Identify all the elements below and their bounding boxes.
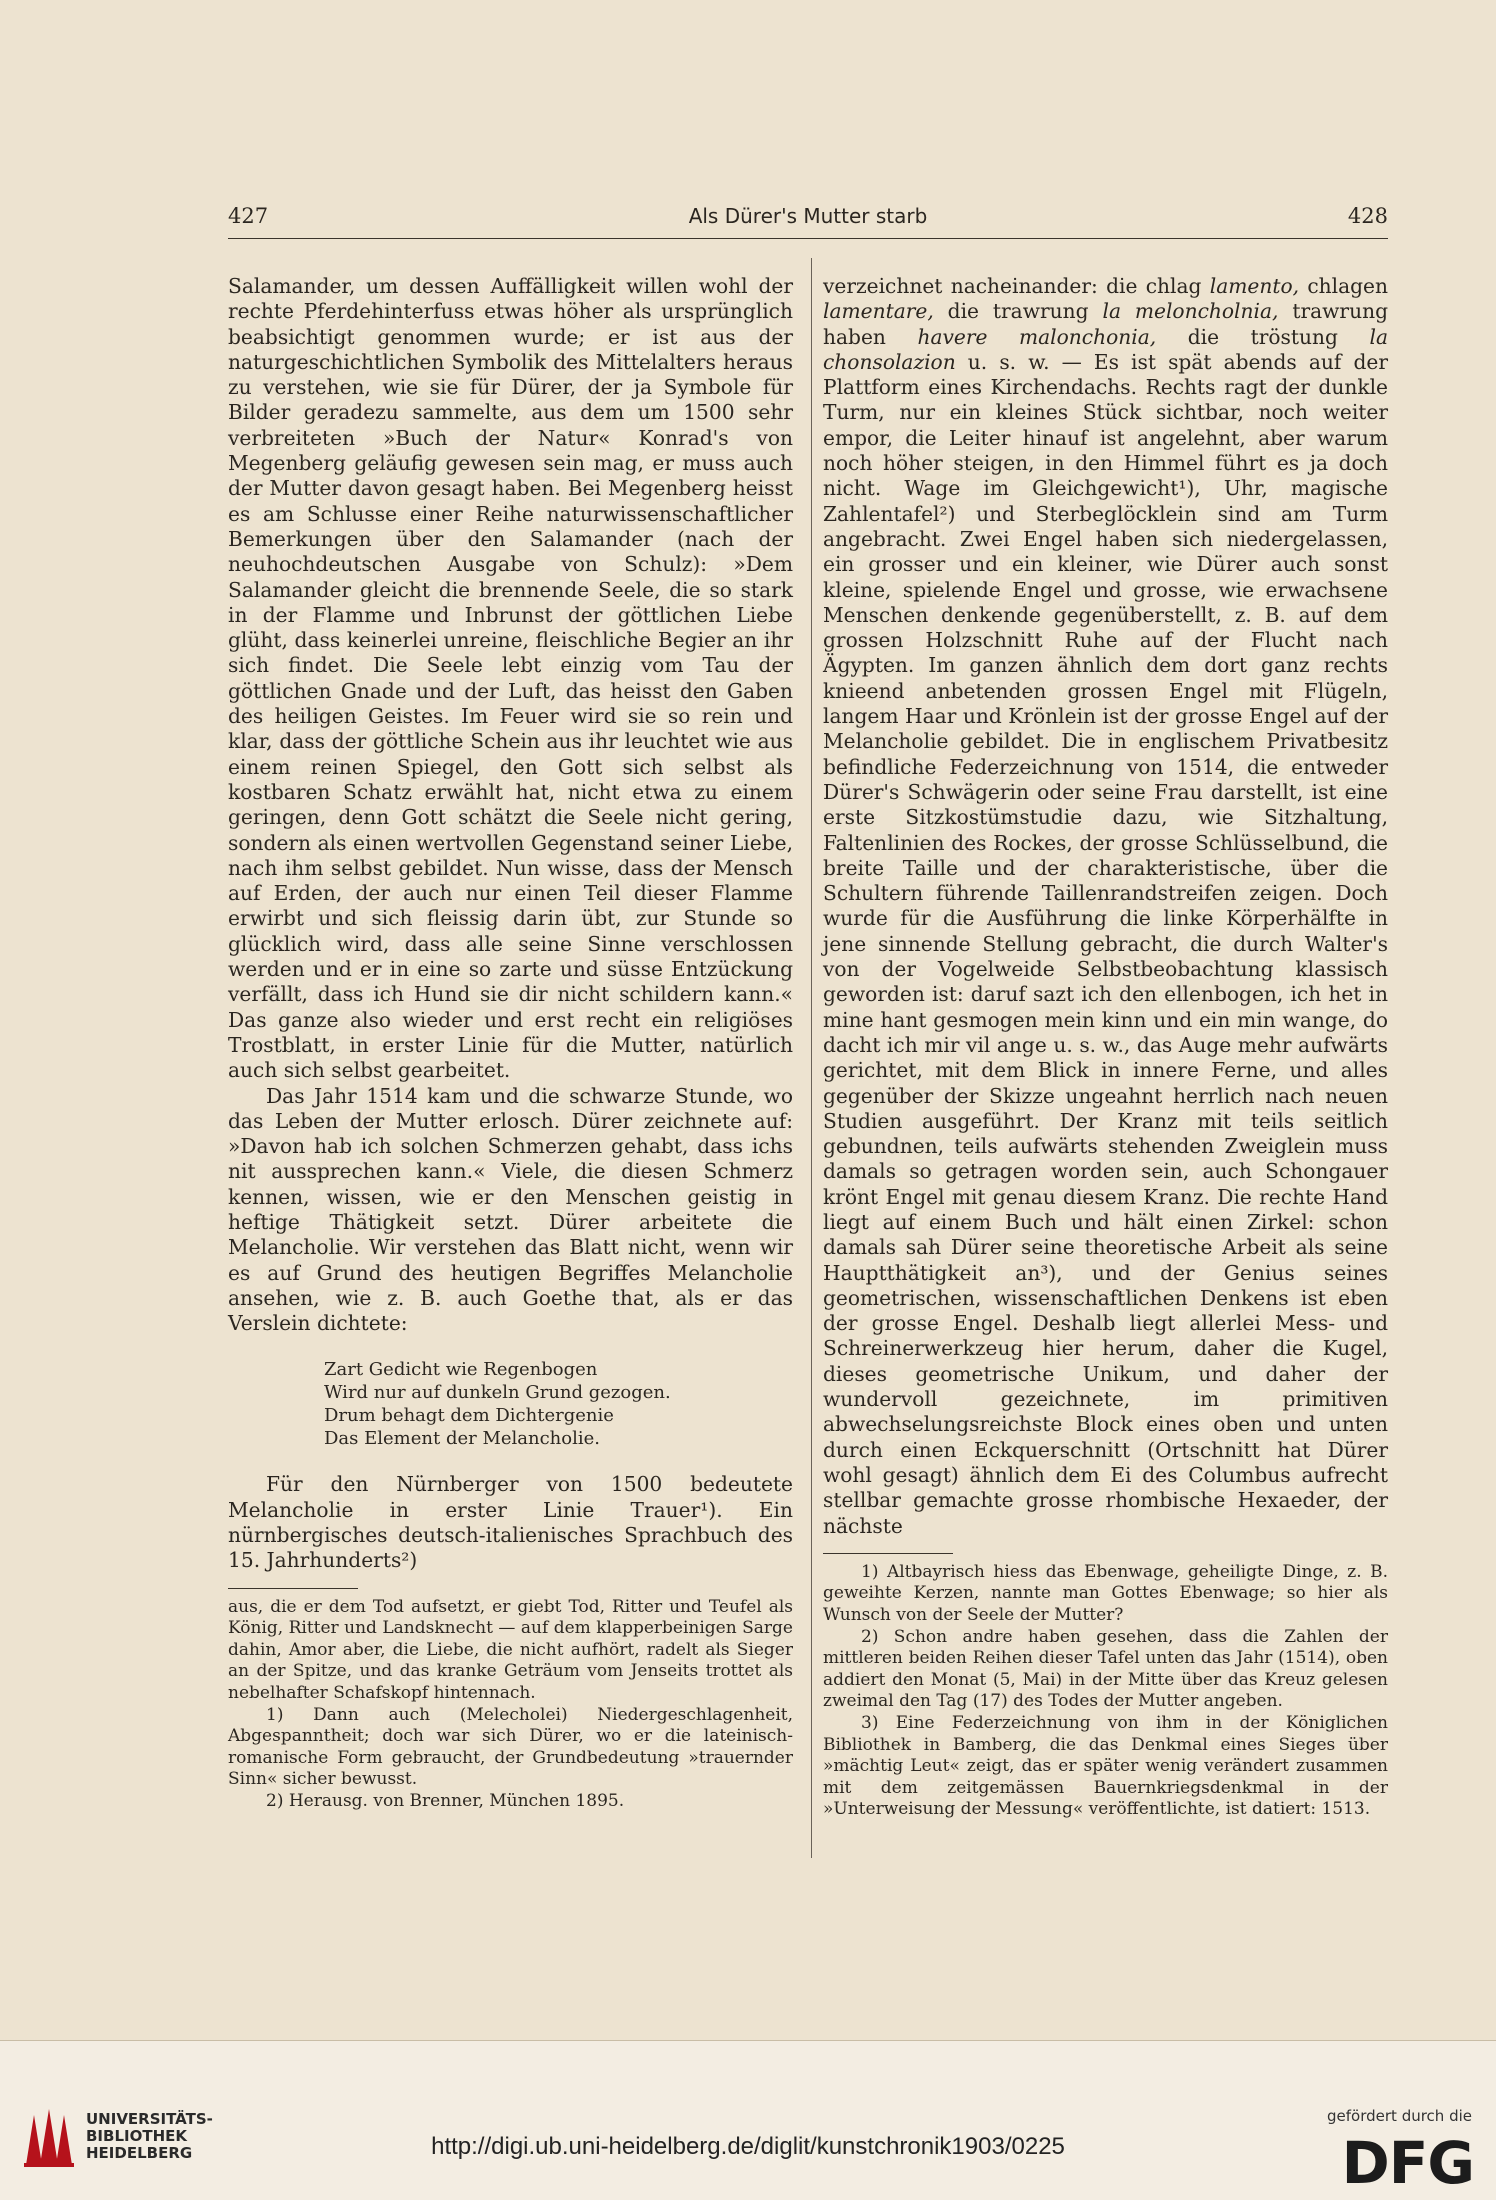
footnote-2: 2) Herausg. von Brenner, München 1895. <box>266 1791 625 1811</box>
funded-by-label: gefördert durch die <box>1327 2107 1472 2125</box>
left-paragraph-2: Das Jahr 1514 kam und die schwarze Stunde, wo das Leben der Mutter erlosch. Dürer zeichnete auf: »Davon hab ich solchen Schmerzen gehabt, dass ichs nit aussprechen kann.« Viele, die diesen Schmerz kennen, wissen, wie er den Menschen geistig in heftige Thätigkeit setzt. Dürer arbeitete die Melancholie. Wir verstehen das Blatt nicht, wenn wir es auf Grund des heutigen Begriffes Melancholie ansehen, wie z. B. auch Goethe that, als er das Verslein dichtete: <box>228 1083 793 1336</box>
library-name-line: HEIDELBERG <box>86 2144 193 2162</box>
right-paragraph-1 <box>823 274 1388 1539</box>
page-number-left: 427 <box>228 204 269 228</box>
library-name-line: BIBLIOTHEK <box>86 2127 187 2145</box>
footnote-rule <box>228 1588 358 1589</box>
dfg-logo: DFG <box>1341 2129 1474 2197</box>
footnote-continuation: aus, die er dem Tod aufsetzt, er giebt Tod, Ritter und Teufel als König, Ritter und Landsknecht — auf dem klapperbeinigen Sarge dahin, Amor aber, die Liebe, die nicht aufhört, radelt als Sieger an der Spitze, und das kranke Geträum vom Jenseits trottet als nebelhafter Schafskopf hintennach. <box>228 1596 793 1704</box>
italic-term: lamentare, <box>823 299 934 324</box>
poem-line: Das Element der Melancholie. <box>324 1428 601 1450</box>
poem-line: Zart Gedicht wie Regenbogen <box>324 1359 598 1381</box>
text-run: die tröstung <box>1156 324 1370 349</box>
footnote-rule <box>823 1553 953 1554</box>
italic-term: lamento, <box>1209 274 1300 298</box>
text-run: trawrung haben <box>823 299 1388 349</box>
right-footnotes <box>823 1562 1388 1821</box>
poem-line: Wird nur auf dunkeln Grund gezogen. <box>324 1382 671 1404</box>
left-footnotes <box>228 1597 793 1813</box>
right-column <box>823 274 1388 1821</box>
text-run: chlagen <box>1299 274 1388 298</box>
source-url-link[interactable]: http://digi.ub.uni-heidelberg.de/diglit/kunstchronik1903/0225 <box>431 2133 1065 2160</box>
footnote-2: 2) Schon andre haben gesehen, dass die Zahlen der mittleren beiden Reihen dieser Tafel unten das Jahr (1514), oben addiert den Monat (5, Mai) in der Mitte über das Kreuz gelesen zweimal den Tag (17) des Todes der Mutter angeben. <box>823 1626 1388 1712</box>
header-rule <box>228 238 1388 239</box>
footnote-3: 3) Eine Federzeichnung von ihm in der Königlichen Bibliothek in Bamberg, die das Denkmal eines Sieges über »mächtig Leut« zeigt, das er später wenig verändert zusammen mit dem zeitgemässen Bauernkriegsdenkmal in der »Unterweisung der Messung« veröffentlichte, ist datiert: 1513. <box>823 1713 1388 1820</box>
left-paragraph-1: Salamander, um dessen Auffälligkeit willen wohl der rechte Pferdehinterfuss etwas höher als ursprünglich beabsichtigt genommen wurde; er ist aus der naturgeschichtlichen Symbolik des Mittelalters heraus zu verstehen, wie sie für Dürer, der ja Symbole für Bilder geradezu sammelte, aus dem um 1500 sehr verbreiteten »Buch der Natur« Konrad's von Megenberg geläufig gewesen sein mag, er muss auch der Mutter davon gesagt haben. Bei Megenberg heisst es am Schlusse einer Reihe naturwissenschaftlicher Bemerkungen über den Salamander (nach der neuhochdeutschen Ausgabe von Schulz): »Dem Salamander gleicht die brennende Seele, die so stark in der Flamme und Inbrunst der göttlichen Liebe glüht, dass keinerlei unreine, fleischliche Begier an ihr sich findet. Die Seele lebt einzig vom Tau der göttlichen Gnade und der Luft, das heisst den Gaben des heiligen Geistes. Im Feuer wird sie so rein und klar, dass der göttliche Schein aus ihr leuchtet wie aus einem reinen Spiegel, den Gott sich selbst als kostbaren Schatz erwählt hat, nicht etwa zu einem geringen, denn Gott schätzt die Seele nicht gering, sondern als einen wertvollen Gegenstand seiner Liebe, nach ihm selbst gebildet. Nun wisse, dass der Mensch auf Erden, der auch nur einen Teil dieser Flamme erwirbt und sich fleissig darin übt, zur Stunde so glücklich wird, dass alle seine Sinne verschlossen werden und er in eine so zarte und süsse Entzückung verfällt, dass ich Hund sie dir nicht schildern kann.« Das ganze also wieder und erst recht ein religiöses Trostblatt, in erster Linie für die Mutter, natürlich auch sich selbst gearbeitet. <box>228 274 793 1083</box>
footnote-1: 1) Dann auch (Melecholei) Niedergeschlagenheit, Abgespanntheit; doch war sich Dürer, wo er die lateinisch-romanische Form gebraucht, der Grundbedeutung »trauernder Sinn« sicher bewusst. <box>228 1704 793 1790</box>
footnote-1: 1) Altbayrisch hiess das Ebenwage, geheiligte Dinge, z. B. geweihte Kerzen, nannte man Gottes Ebenwage; so hier als Wunsch von der Seele der Mutter? <box>823 1561 1388 1626</box>
text-run: u. s. w. — Es ist spät abends auf der Plattform eines Kirchendachs. Rechts ragt der dunkle Turm, nur ein kleines Stück sichtbar, noch weiter empor, die Leiter hinauf ist angelehnt, aber warum noch höher steigen, in den Himmel führt es ja doch nicht. Wage im Gleichgewicht¹), Uhr, magische Zahlentafel²) und Sterbeglöcklein sind am Turm angebracht. Zwei Engel haben sich niedergelassen, ein grosser und ein kleiner, wie Dürer auch sonst kleine, spielende Engel und grosse, wie erwachsene Menschen denkende gegenüberstellt, z. B. auf dem grossen Holzschnitt Ruhe auf der Flucht nach Ägypten. Im ganzen ähnlich dem dort ganz rechts knieend anbetenden grossen Engel mit Flügeln, langem Haar und Krönlein ist der grosse Engel auf der Melancholie gebildet. Die in englischem Privatbesitz befindliche Federzeichnung von 1514, die entweder Dürer's Schwägerin oder seine Frau darstellt, ist eine erste Sitzkostümstudie dazu, wie Sitzhaltung, Faltenlinien des Rockes, der grosse Schlüsselbund, die breite Taille und der charakteristische, über die Schultern führende Taillenrandstreifen zeigen. Doch wurde für die Ausführung die linke Körperhälfte in jene sinnende Stellung gebracht, die durch Walter's von der Vogelweide Selbstbeobachtung klassisch geworden ist: daruf sazt ich den ellenbogen, ich het in mine hant gesmogen mein kinn und ein min wange, do dacht ich mir vil ange u. s. w., das Auge mehr aufwärts gerichtet, mit dem Blick in innere Ferne, und alles gegenüber der Skizze ungeahnt herrlich nach neuen Studien ausgeführt. Der Kranz mit teils seitlich gebundnen, teils aufwärts stehenden Zweiglein muss damals so getragen worden sein, auch Schongauer krönt Engel mit genau diesem Kranz. Die rechte Hand liegt auf einem Buch und hält einen Zirkel: schon damals sah Dürer seine theoretische Arbeit als seine Hauptthätigkeit an³), und der Genius seines geometrischen, wissenschaftlichen Denkens ist eben der grosse Engel. Deshalb liegt allerlei Mess- und Schreinerwerkzeug hier herum, daher die Kugel, dieses geometrische Unikum, und daher der wundervoll gezeichnete, im primitiven abwechselungsreichste Block eines oben und unten durch einen Eckquerschnitt (Ortschnitt hat Dürer wohl gesagt) ähnlich dem Ei des Columbus aufrecht stellbar gemachte grosse rhombische Hexaeder, der nächste <box>823 349 1388 1538</box>
italic-term: havere malonchonia, <box>917 324 1157 349</box>
running-title: Als Dürer's Mutter starb <box>688 204 928 228</box>
text-run: verzeichnet nacheinander: die chlag <box>823 274 1210 298</box>
left-column <box>228 274 793 1813</box>
library-name-line: UNIVERSITÄTS- <box>86 2110 213 2128</box>
left-paragraph-3: Für den Nürnberger von 1500 bedeutete Melancholie in erster Linie Trauer¹). Ein nürnbergisches deutsch-italienisches Sprachbuch des 15. Jahrhunderts²) <box>228 1472 793 1573</box>
running-header <box>228 204 1388 236</box>
page-number-right: 428 <box>1347 204 1388 228</box>
goethe-poem <box>324 1358 793 1450</box>
footer-bar <box>0 2041 1496 2200</box>
italic-term: la chonsolazion <box>823 324 1388 374</box>
italic-term: la meloncholnia, <box>1102 299 1279 324</box>
text-run: die trawrung <box>933 299 1103 324</box>
column-divider <box>811 258 812 1858</box>
poem-line: Drum behagt dem Dichtergenie <box>324 1405 614 1427</box>
